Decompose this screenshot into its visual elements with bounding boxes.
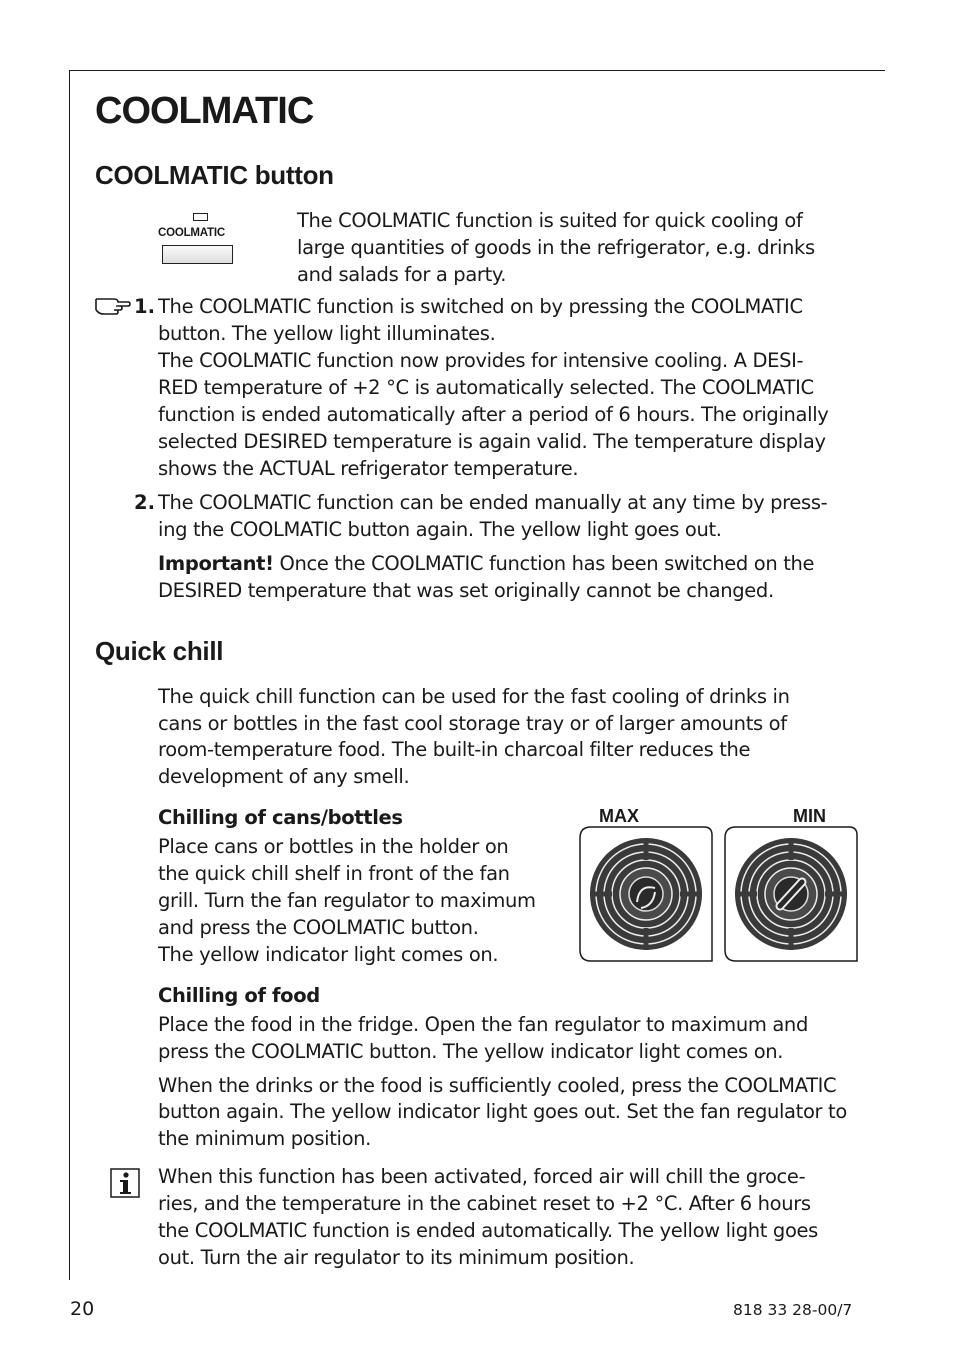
coolmatic-button-label: COOLMATIC [158,227,225,239]
dial-max-label: MAX [599,806,639,826]
quick-chill-heading: Quick chill [95,636,224,666]
step-2-number: 2. [134,491,155,514]
step-1-number: 1. [134,295,155,318]
important-label: Important! [158,552,274,575]
fan-regulator-min-icon [724,826,858,962]
indicator-light-icon [193,213,208,221]
coolmatic-button-heading: COOLMATIC button [95,160,334,190]
info-icon [110,1168,140,1198]
dial-min-label: MIN [793,806,826,826]
left-rule [69,70,70,1280]
food-heading: Chilling of food [158,984,320,1007]
page-title: COOLMATIC [95,90,314,132]
document-code: 818 33 28-00/7 [733,1301,853,1319]
page-number: 20 [70,1298,95,1320]
coolmatic-button-illustration [155,210,250,268]
top-rule [69,70,885,71]
pointing-hand-icon [94,293,132,315]
cans-heading: Chilling of cans/bottles [158,806,403,829]
fan-regulator-max-icon [579,826,713,962]
coolmatic-key-icon [162,245,233,264]
